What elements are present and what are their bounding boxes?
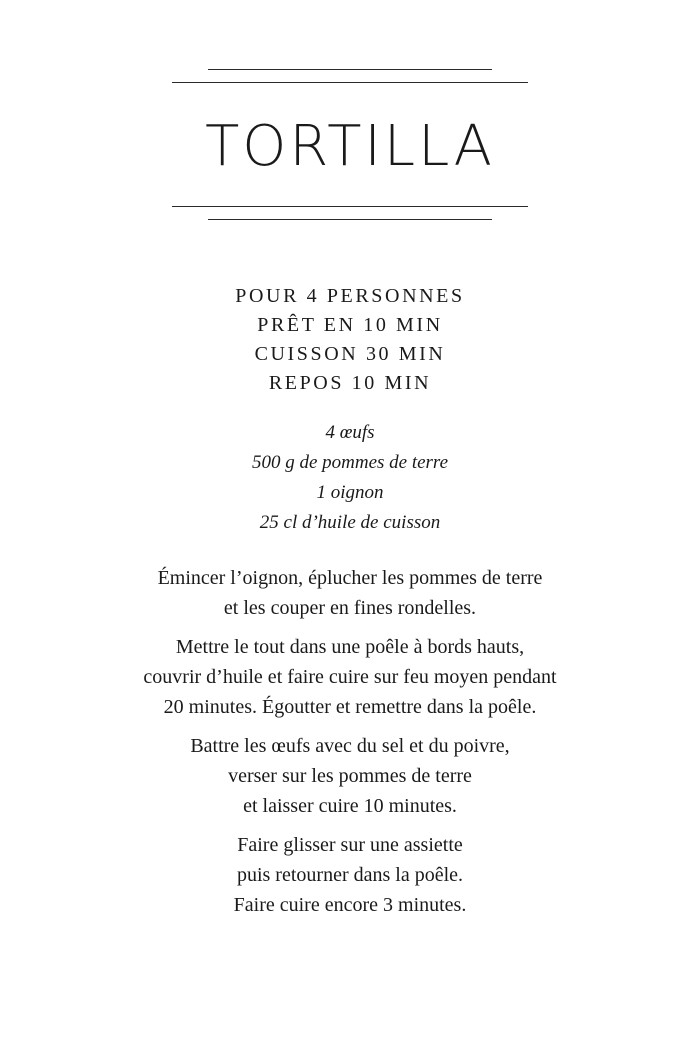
ingredient-item: 4 œufs (325, 422, 375, 443)
bottom-rule-long (172, 206, 528, 207)
instruction-line: Émincer l’oignon, éplucher les pommes de terre (157, 567, 543, 589)
bottom-rule-short (208, 219, 492, 220)
instruction-line: couvrir d’huile et faire cuire sur feu moyen pendant (143, 666, 557, 688)
ingredient-item: 1 oignon (316, 482, 384, 503)
instruction-step-3 (0, 731, 700, 821)
instruction-line: Battre les œufs avec du sel et du poivre, (190, 735, 510, 757)
ingredient-item: 500 g de pommes de terre (251, 452, 449, 473)
instruction-line: Mettre le tout dans une poêle à bords hauts, (175, 636, 525, 658)
ingredient-list (0, 418, 700, 538)
instruction-step-2 (0, 632, 700, 722)
instruction-step-4 (0, 830, 700, 920)
instruction-step-1 (0, 563, 700, 623)
top-rule-short (208, 69, 492, 70)
instruction-line: puis retourner dans la poêle. (236, 864, 464, 886)
recipe-title: TORTILLA (205, 114, 495, 179)
servings-line: POUR 4 PERSONNES (235, 285, 465, 307)
instruction-line: Faire cuire encore 3 minutes. (233, 894, 467, 916)
instructions (0, 563, 700, 929)
instruction-line: et laisser cuire 10 minutes. (243, 795, 457, 817)
prep-time-line: PRÊT EN 10 MIN (257, 314, 443, 336)
rest-time-line: REPOS 10 MIN (268, 372, 432, 394)
instruction-line: et les couper en fines rondelles. (223, 597, 477, 619)
instruction-line: verser sur les pommes de terre (228, 765, 472, 787)
ingredient-item: 25 cl d’huile de cuisson (259, 512, 441, 533)
instruction-line: 20 minutes. Égoutter et remettre dans la poêle. (163, 696, 537, 718)
instruction-line: Faire glisser sur une assiette (237, 834, 463, 856)
cook-time-line: CUISSON 30 MIN (254, 343, 446, 365)
top-rule-long (172, 82, 528, 83)
recipe-meta (0, 282, 700, 398)
